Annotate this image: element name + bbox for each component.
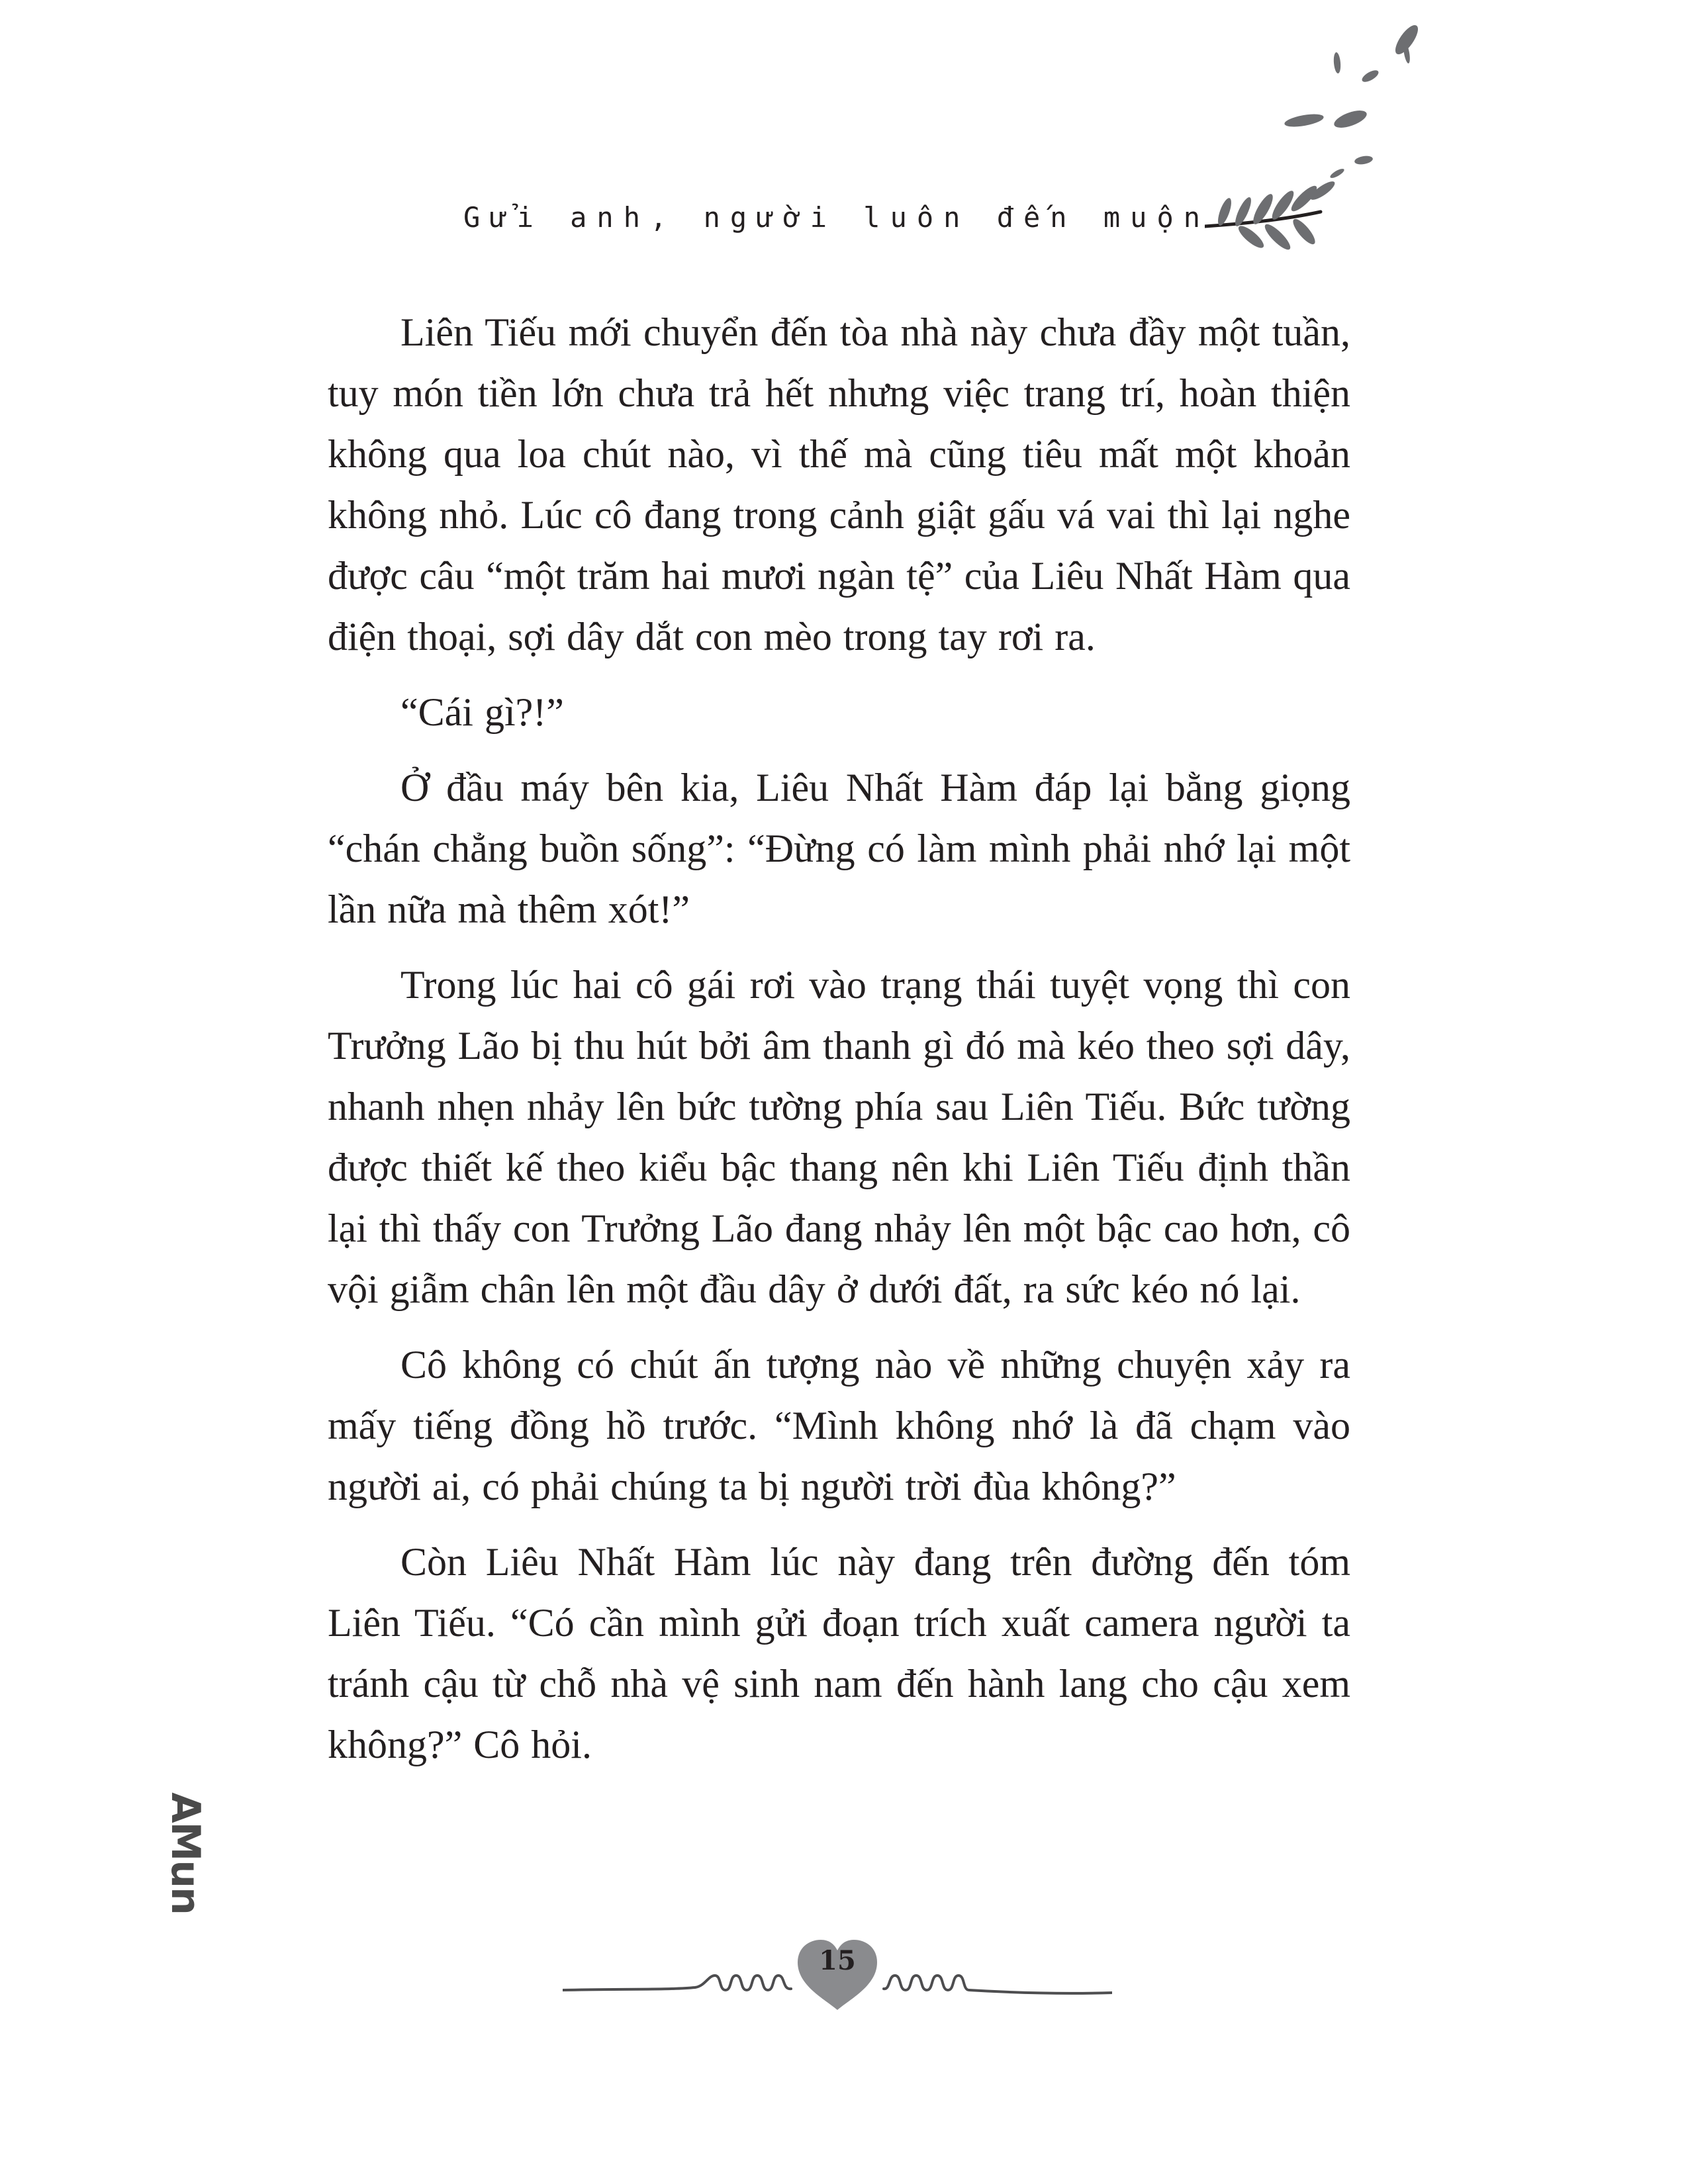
running-header-title: Gửi anh, người luôn đến muộn (463, 201, 1211, 234)
paragraph: Ở đầu máy bên kia, Liêu Nhất Hàm đáp lại bằng giọng “chán chẳng buồn sống”: “Đừng có làm mình phải nhớ lại một lần nữa mà thêm xót!” (328, 766, 1350, 931)
paragraph: Còn Liêu Nhất Hàm lúc này đang trên đường đến tóm Liên Tiếu. “Có cần mình gửi đoạn trích xuất camera người ta tránh cậu từ chỗ nhà vệ sinh nam đến hành lang cho cậu xem không?” Cô hỏi. (328, 1540, 1350, 1766)
paragraph: Liên Tiếu mới chuyển đến tòa nhà này chưa đầy một tuần, tuy món tiền lớn chưa trả hết nhưng việc trang trí, hoàn thiện không qua loa chút nào, vì thế mà cũng tiêu mất một khoản không nhỏ. Lúc cô đang trong cảnh giật gấu vá vai thì lại nghe được câu “một trăm hai mươi ngàn tệ” của Liêu Nhất Hàm qua điện thoại, sợi dây dắt con mèo trong tay rơi ra. (328, 310, 1350, 659)
paragraph: “Cái gì?!” (400, 690, 564, 734)
page-number: 15 (819, 1945, 856, 1976)
leaf-branch-icon (1205, 13, 1496, 265)
publisher-logo-icon (164, 1787, 207, 1919)
chapter-body (328, 302, 1350, 1790)
paragraph: Cô không có chút ấn tượng nào về những chuyện xảy ra mấy tiếng đồng hồ trước. “Mình không nhớ là đã chạm vào người ai, có phải chúng ta bị người trời đùa không?” (328, 1343, 1350, 1508)
page-footer (563, 1929, 1112, 2015)
publisher-logo-text: AMun (162, 1792, 209, 1914)
paragraph: Trong lúc hai cô gái rơi vào trạng thái tuyệt vọng thì con Trưởng Lão bị thu hút bởi âm thanh gì đó mà kéo theo sợi dây, nhanh nhẹn nhảy lên bức tường phía sau Liên Tiếu. Bức tường được thiết kế theo kiểu bậc thang nên khi Liên Tiếu định thần lại thì thấy con Trưởng Lão đang nhảy lên một bậc cao hơn, cô vội giẫm chân lên một đầu dây ở dưới đất, ra sức kéo nó lại. (328, 963, 1350, 1311)
